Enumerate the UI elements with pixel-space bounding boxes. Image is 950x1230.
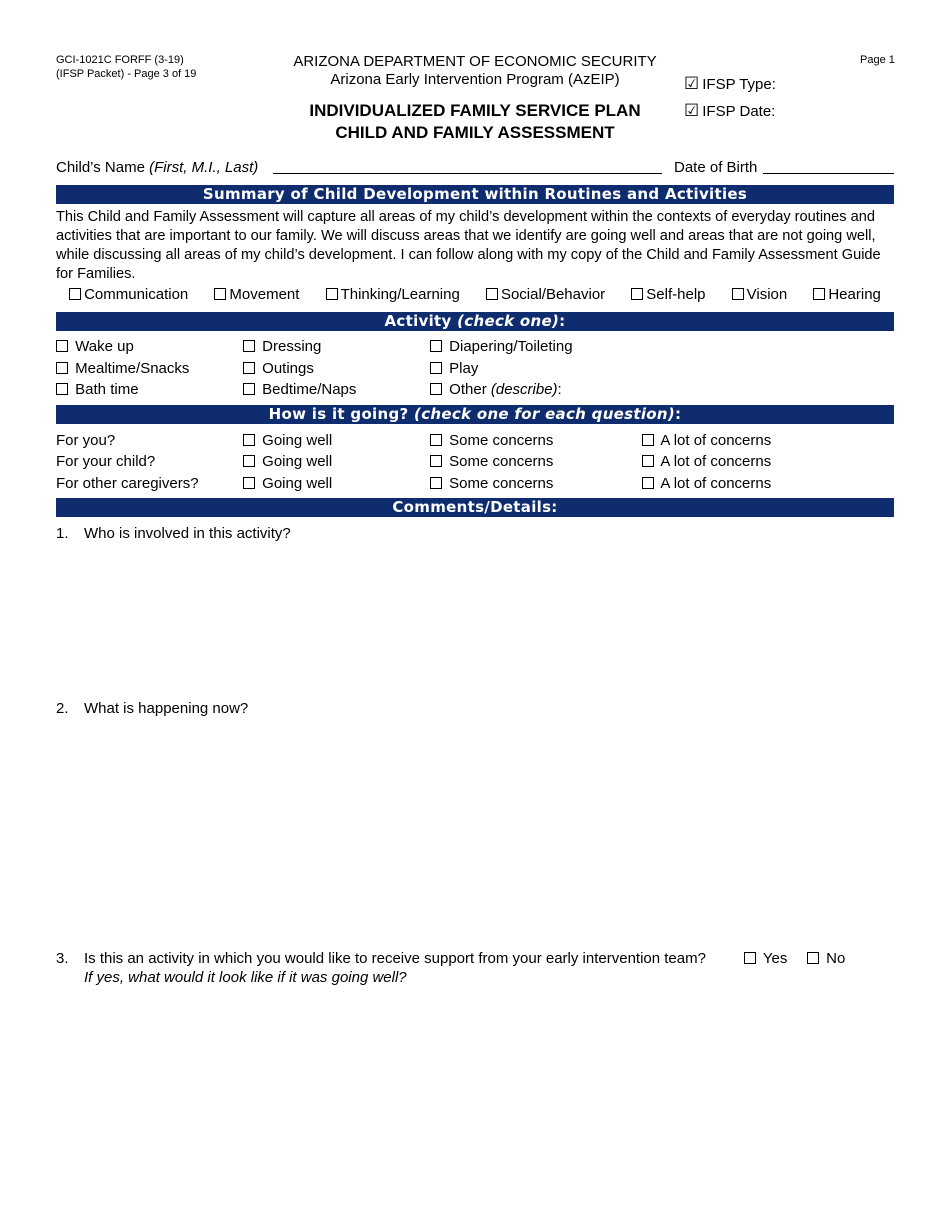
ifsp-type-label: IFSP Type: bbox=[702, 76, 776, 93]
page-number: Page 1 bbox=[860, 54, 895, 66]
child-going-well[interactable]: Going well bbox=[243, 453, 332, 470]
checkbox-q3-no[interactable] bbox=[807, 952, 819, 964]
checkbox-caregivers-some-concerns[interactable] bbox=[430, 477, 442, 489]
area-social-behavior[interactable]: Social/Behavior bbox=[486, 286, 605, 303]
checkbox-bedtime-naps[interactable] bbox=[243, 383, 255, 395]
checkbox-q3-yes[interactable] bbox=[744, 952, 756, 964]
form-id: GCI-1021C FORFF (3-19) bbox=[56, 54, 184, 66]
ifsp-date-label: IFSP Date: bbox=[702, 103, 776, 120]
you-some-concerns[interactable]: Some concerns bbox=[430, 432, 553, 449]
checkbox-dressing[interactable] bbox=[243, 340, 255, 352]
activity-bedtime-naps[interactable]: Bedtime/Naps bbox=[243, 381, 356, 398]
child-name-hint: (First, M.I., Last) bbox=[149, 159, 259, 176]
checkbox-thinking-learning[interactable] bbox=[326, 288, 338, 300]
q3-followup: If yes, what would it look like if it was going well? bbox=[84, 969, 407, 986]
activity-bath-time[interactable]: Bath time bbox=[56, 381, 139, 398]
checkbox-movement[interactable] bbox=[214, 288, 226, 300]
activity-heading: Activity (check one): bbox=[56, 312, 894, 331]
packet-page: (IFSP Packet) - Page 3 of 19 bbox=[56, 68, 197, 80]
question-1: 1. Who is involved in this activity? bbox=[56, 525, 291, 542]
caregivers-some-concerns[interactable]: Some concerns bbox=[430, 475, 553, 492]
checkbox-diapering-toileting[interactable] bbox=[430, 340, 442, 352]
form-title-line1: INDIVIDUALIZED FAMILY SERVICE PLAN bbox=[309, 101, 641, 120]
you-lot-of-concerns[interactable]: A lot of concerns bbox=[642, 432, 771, 449]
q3-yes-option[interactable]: Yes bbox=[744, 950, 787, 967]
area-hearing[interactable]: Hearing bbox=[813, 286, 881, 303]
child-lot-of-concerns[interactable]: A lot of concerns bbox=[642, 453, 771, 470]
activity-play[interactable]: Play bbox=[430, 360, 478, 377]
activity-wake-up[interactable]: Wake up bbox=[56, 338, 134, 355]
summary-heading: Summary of Child Development within Routines and Activities bbox=[56, 185, 894, 204]
answer-3-area[interactable] bbox=[84, 992, 894, 1192]
child-name-label: Child’s Name (First, M.I., Last) bbox=[56, 159, 259, 176]
checkbox-you-going-well[interactable] bbox=[243, 434, 255, 446]
dob-input[interactable] bbox=[763, 173, 894, 174]
area-self-help[interactable]: Self-help bbox=[631, 286, 705, 303]
checkbox-vision[interactable] bbox=[732, 288, 744, 300]
dob-label: Date of Birth bbox=[674, 159, 758, 176]
area-movement[interactable]: Movement bbox=[214, 286, 299, 303]
checkbox-wake-up[interactable] bbox=[56, 340, 68, 352]
area-thinking-learning[interactable]: Thinking/Learning bbox=[326, 286, 460, 303]
checkbox-play[interactable] bbox=[430, 362, 442, 374]
going-heading-hint: (check one for each question) bbox=[414, 405, 676, 423]
activity-other[interactable]: Other (describe): bbox=[430, 381, 562, 398]
child-name-input[interactable] bbox=[273, 173, 662, 174]
checkbox-outings[interactable] bbox=[243, 362, 255, 374]
answer-1-area[interactable] bbox=[84, 548, 894, 693]
checkbox-communication[interactable] bbox=[69, 288, 81, 300]
checkbox-other[interactable] bbox=[430, 383, 442, 395]
caregivers-lot-of-concerns[interactable]: A lot of concerns bbox=[642, 475, 771, 492]
question-for-caregivers: For other caregivers? bbox=[56, 475, 199, 492]
question-3: 3. Is this an activity in which you would like to receive support from your early intervention team? bbox=[56, 950, 706, 967]
question-for-you: For you? bbox=[56, 432, 116, 449]
checkbox-mealtime-snacks[interactable] bbox=[56, 362, 68, 374]
program-name: Arizona Early Intervention Program (AzEIP) bbox=[330, 71, 620, 88]
ifsp-date-field[interactable] bbox=[684, 101, 775, 121]
form-title-line2: CHILD AND FAMILY ASSESSMENT bbox=[335, 123, 615, 142]
area-vision[interactable]: Vision bbox=[732, 286, 788, 303]
checkbox-child-going-well[interactable] bbox=[243, 455, 255, 467]
department-name: ARIZONA DEPARTMENT OF ECONOMIC SECURITY bbox=[293, 53, 657, 70]
checkbox-caregivers-lot-of-concerns[interactable] bbox=[642, 477, 654, 489]
development-areas bbox=[56, 286, 894, 303]
ifsp-date-check-icon: ☑ bbox=[684, 101, 700, 121]
area-communication[interactable]: Communication bbox=[69, 286, 188, 303]
question-for-child: For your child? bbox=[56, 453, 156, 470]
checkbox-child-some-concerns[interactable] bbox=[430, 455, 442, 467]
activity-outings[interactable]: Outings bbox=[243, 360, 314, 377]
ifsp-type-check-icon: ☑ bbox=[684, 74, 700, 94]
activity-dressing[interactable]: Dressing bbox=[243, 338, 321, 355]
checkbox-self-help[interactable] bbox=[631, 288, 643, 300]
ifsp-type-field[interactable] bbox=[684, 74, 776, 94]
checkbox-bath-time[interactable] bbox=[56, 383, 68, 395]
caregivers-going-well[interactable]: Going well bbox=[243, 475, 332, 492]
activity-other-hint: (describe) bbox=[490, 381, 558, 398]
checkbox-you-some-concerns[interactable] bbox=[430, 434, 442, 446]
checkbox-you-lot-of-concerns[interactable] bbox=[642, 434, 654, 446]
q3-no-option[interactable]: No bbox=[807, 950, 845, 967]
going-heading: How is it going? (check one for each question): bbox=[56, 405, 894, 424]
child-some-concerns[interactable]: Some concerns bbox=[430, 453, 553, 470]
question-2: 2. What is happening now? bbox=[56, 700, 249, 717]
summary-text: This Child and Family Assessment will capture all areas of my child’s development within the contexts of everyday routines and activities that are important to our family. We will discuss areas that we identify are going well and areas that are not going well, while discussing all areas of my child’s development. I can follow along with my copy of the Child and Family Assessment Guide for Families. bbox=[56, 209, 881, 282]
comments-heading: Comments/Details: bbox=[56, 498, 894, 517]
answer-2-area[interactable] bbox=[84, 722, 894, 942]
activity-mealtime-snacks[interactable]: Mealtime/Snacks bbox=[56, 360, 189, 377]
checkbox-child-lot-of-concerns[interactable] bbox=[642, 455, 654, 467]
activity-diapering-toileting[interactable]: Diapering/Toileting bbox=[430, 338, 573, 355]
you-going-well[interactable]: Going well bbox=[243, 432, 332, 449]
checkbox-hearing[interactable] bbox=[813, 288, 825, 300]
checkbox-caregivers-going-well[interactable] bbox=[243, 477, 255, 489]
checkbox-social-behavior[interactable] bbox=[486, 288, 498, 300]
activity-heading-hint: (check one) bbox=[457, 312, 560, 330]
